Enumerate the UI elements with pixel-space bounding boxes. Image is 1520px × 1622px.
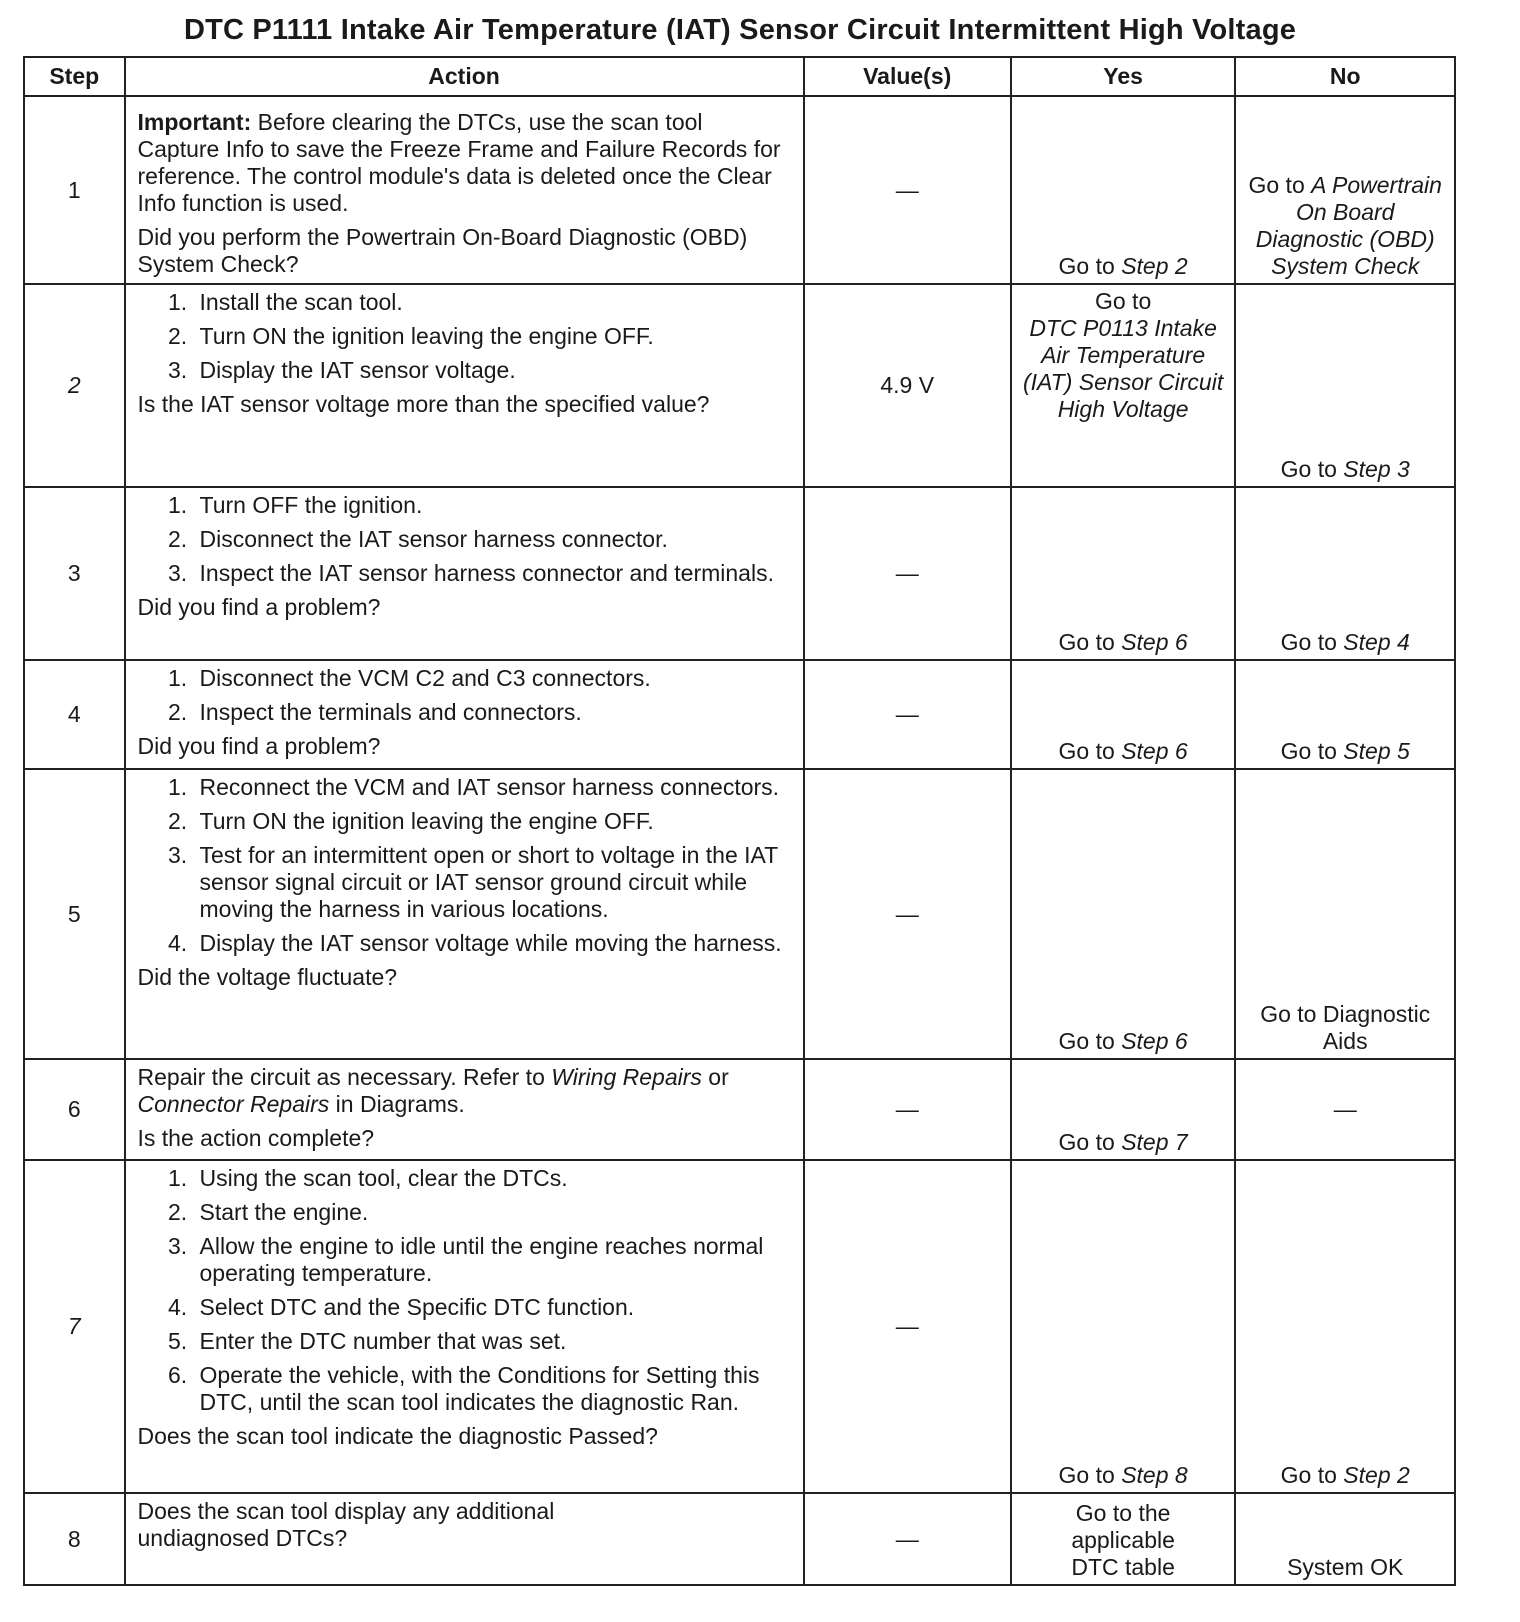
action-cell: [125, 487, 804, 660]
no-prefix: Go to: [1280, 456, 1344, 482]
yes-reference: Step 8: [1121, 1462, 1188, 1488]
action-step-item: 2. Disconnect the IAT sensor harness connector.: [194, 526, 791, 553]
action-cell: [125, 1493, 804, 1585]
yes-cell: [1011, 1160, 1236, 1493]
table-row: [24, 1059, 1455, 1160]
action-cell: [125, 284, 804, 487]
yes-reference: Step 6: [1121, 629, 1188, 655]
yes-reference: Step 7: [1121, 1129, 1188, 1155]
header-yes: Yes: [1011, 57, 1236, 96]
action-steps: [138, 492, 791, 587]
action-step-item: 1. Using the scan tool, clear the DTCs.: [194, 1165, 791, 1192]
yes-cell: [1011, 660, 1236, 769]
yes-cell: [1011, 487, 1236, 660]
header-no: No: [1235, 57, 1455, 96]
action-steps: [138, 1165, 791, 1416]
step-number: 4: [24, 660, 125, 769]
page-title: DTC P1111 Intake Air Temperature (IAT) Sensor Circuit Intermittent High Voltage: [183, 14, 1297, 46]
action-step-item: 1. Turn OFF the ignition.: [194, 492, 791, 519]
yes-reference: Step 6: [1121, 738, 1188, 764]
no-cell: [1235, 660, 1455, 769]
action-cell: [125, 769, 804, 1059]
action-step-item: 2. Start the engine.: [194, 1199, 791, 1226]
action-text-part: or: [701, 1064, 729, 1090]
step-number: 5: [24, 769, 125, 1059]
yes-prefix: Go to: [1058, 1028, 1122, 1054]
important-label: Important:: [137, 109, 252, 135]
action-question: Did you find a problem?: [137, 733, 381, 759]
yes-prefix: Go to: [1058, 629, 1122, 655]
value-cell: 4.9 V: [804, 284, 1011, 487]
no-cell: System OK: [1235, 1493, 1455, 1585]
table-row: [24, 1493, 1455, 1585]
header-step: Step: [24, 57, 125, 96]
step-number: 6: [24, 1059, 125, 1160]
action-step-item: 2. Turn ON the ignition leaving the engine OFF.: [194, 323, 791, 350]
action-step-item: 1. Install the scan tool.: [194, 289, 791, 316]
action-question: Did you find a problem?: [137, 594, 381, 620]
action-step-item: 4. Select DTC and the Specific DTC function.: [194, 1294, 791, 1321]
value-cell: —: [804, 96, 1011, 284]
action-question: Did the voltage fluctuate?: [137, 964, 398, 990]
no-cell: [1235, 1160, 1455, 1493]
action-step-item: 3. Test for an intermittent open or short to voltage in the IAT sensor signal circuit or IAT sensor ground circuit while moving the harness in various locations.: [194, 842, 791, 923]
yes-cell: [1011, 96, 1236, 284]
table-row: [24, 769, 1455, 1059]
wiring-repairs-reference: Wiring Repairs: [551, 1064, 702, 1090]
action-question: Is the action complete?: [137, 1125, 375, 1151]
action-step-item: 3. Allow the engine to idle until the engine reaches normal operating temperature.: [194, 1233, 791, 1287]
important-text: Before clearing the DTCs, use the scan tool Capture Info to save the Freeze Frame and Failure Records for reference. The control module's data is deleted once the Clear Info function is used.: [137, 109, 781, 216]
table-row: [24, 487, 1455, 660]
yes-prefix: Go to: [1058, 1462, 1122, 1488]
action-step-item: 4. Display the IAT sensor voltage while moving the harness.: [194, 930, 791, 957]
action-step-item: 6. Operate the vehicle, with the Conditions for Setting this DTC, until the scan tool indicates the diagnostic Ran.: [194, 1362, 791, 1416]
header-values: Value(s): [804, 57, 1011, 96]
action-question: Did you perform the Powertrain On-Board Diagnostic (OBD) System Check?: [137, 224, 748, 277]
action-step-item: 3. Inspect the IAT sensor harness connector and terminals.: [194, 560, 791, 587]
value-cell: —: [804, 1059, 1011, 1160]
action-cell: [125, 1160, 804, 1493]
yes-reference: Step 6: [1121, 1028, 1188, 1054]
action-steps: [138, 289, 791, 384]
no-prefix: Go to: [1248, 172, 1312, 198]
action-step-item: 1. Disconnect the VCM C2 and C3 connectors.: [194, 665, 791, 692]
header-row: [24, 57, 1455, 96]
no-prefix: Go to: [1280, 738, 1344, 764]
table-row: [24, 284, 1455, 487]
table-row: [24, 660, 1455, 769]
step-number: 8: [24, 1493, 125, 1585]
action-text-part: in Diagrams.: [329, 1091, 465, 1117]
yes-prefix: Go to: [1094, 288, 1152, 314]
value-cell: —: [804, 660, 1011, 769]
action-steps: [138, 774, 791, 957]
no-cell: —: [1235, 1059, 1455, 1160]
value-cell: —: [804, 1160, 1011, 1493]
value-cell: —: [804, 769, 1011, 1059]
table-row: [24, 96, 1455, 284]
action-question: Is the IAT sensor voltage more than the specified value?: [137, 391, 710, 417]
yes-cell: [1011, 1059, 1236, 1160]
action-question: Does the scan tool indicate the diagnostic Passed?: [137, 1423, 658, 1449]
action-cell: [125, 660, 804, 769]
action-step-item: 2. Turn ON the ignition leaving the engine OFF.: [194, 808, 791, 835]
yes-cell: [1011, 769, 1236, 1059]
no-cell: [1235, 487, 1455, 660]
diagnostic-table: [23, 56, 1456, 1586]
yes-prefix: Go to: [1058, 1129, 1122, 1155]
action-steps: [138, 665, 791, 726]
step-number: 3: [24, 487, 125, 660]
table-row: [24, 1160, 1455, 1493]
connector-repairs-reference: Connector Repairs: [137, 1091, 330, 1117]
no-prefix: Go to: [1280, 1462, 1344, 1488]
no-reference: Step 4: [1343, 629, 1410, 655]
yes-reference: Step 2: [1121, 253, 1188, 279]
value-cell: —: [804, 1493, 1011, 1585]
no-reference: A Powertrain On Board Diagnostic (OBD) System Check: [1255, 172, 1442, 279]
no-reference: Step 5: [1343, 738, 1410, 764]
yes-prefix: Go to: [1058, 253, 1122, 279]
value-cell: —: [804, 487, 1011, 660]
no-reference: Step 3: [1343, 456, 1410, 482]
no-reference: Step 2: [1343, 1462, 1410, 1488]
no-cell: Go to Diagnostic Aids: [1235, 769, 1455, 1059]
action-step-item: 1. Reconnect the VCM and IAT sensor harness connectors.: [194, 774, 791, 801]
no-cell: [1235, 284, 1455, 487]
yes-reference: DTC P0113 Intake Air Temperature (IAT) Sensor Circuit High Voltage: [1023, 315, 1224, 422]
action-text: [138, 1064, 791, 1118]
step-number: 1: [24, 96, 125, 284]
important-note: [138, 109, 791, 217]
action-step-item: 3. Display the IAT sensor voltage.: [194, 357, 791, 384]
action-cell: [125, 96, 804, 284]
yes-cell: Go to the applicable DTC table: [1011, 1493, 1236, 1585]
header-action: Action: [125, 57, 804, 96]
action-text-part: Repair the circuit as necessary. Refer to: [137, 1064, 552, 1090]
step-number: 7: [24, 1160, 125, 1493]
yes-cell: [1011, 284, 1236, 487]
no-prefix: Go to: [1280, 629, 1344, 655]
action-cell: [125, 1059, 804, 1160]
action-question: Does the scan tool display any additional undiagnosed DTCs?: [137, 1498, 555, 1551]
action-step-item: 5. Enter the DTC number that was set.: [194, 1328, 791, 1355]
action-step-item: 2. Inspect the terminals and connectors.: [194, 699, 791, 726]
yes-prefix: Go to: [1058, 738, 1122, 764]
no-cell: [1235, 96, 1455, 284]
step-number: 2: [24, 284, 125, 487]
